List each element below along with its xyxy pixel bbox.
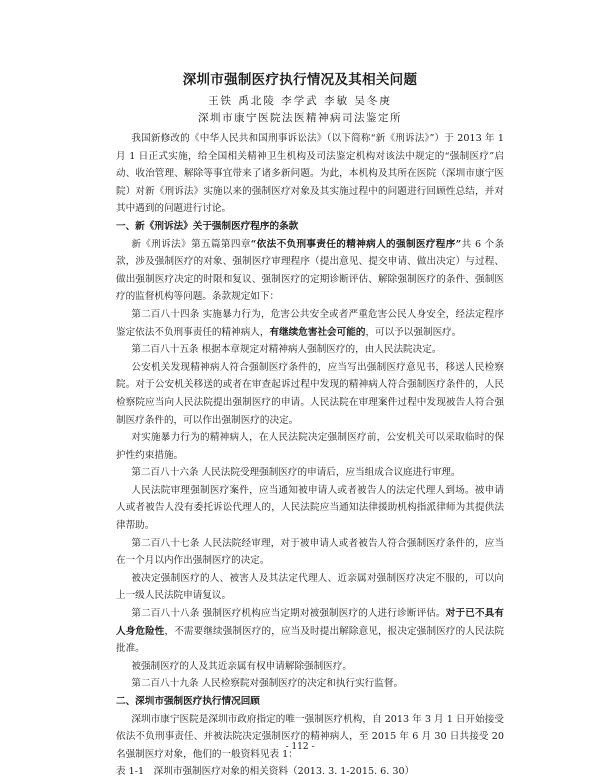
intro-paragraph: 我国新修改的《中华人民共和国刑事诉讼法》（以下简称“新《刑诉法》”）于 2013 年 1 月 1 日正式实施，给全国相关精神卫生机构及司法鉴定机构对该法中规定的“强制医疗”启动、收治管理、解除等事宜带来了诸多新问题。为此，本机构及其所在医院（深圳市康宁医院）对新《刑诉法》实施以来的强制医疗对象及其实施过程中的问题进行回顾性总结，并对其中遇到的问题进行讨论。: [116, 133, 504, 215]
author-affiliation: 深圳市康宁医院法医精神病司法鉴定所: [198, 112, 402, 124]
article-285: 第二百八十五条 根据本章规定对精神病人强制医疗的，由人民法院决定。: [131, 344, 442, 356]
article-287-para-2: 被决定强制医疗的人、被害人及其法定代理人、近亲属对强制医疗决定不服的，可以向上一级人民法院申请复议。: [116, 572, 504, 602]
author-list: 王铁 禹北陵 李学武 李敏 吴冬庚: [208, 95, 392, 107]
section1-lead-text: 新《刑诉法》第五篇第四章: [131, 238, 251, 250]
paper-body: [116, 130, 504, 781]
article-286-para-2: 人民法院审理强制医疗案件，应当通知被申请人或者被告人的法定代理人到场。被申请人或者被告人没有委托诉讼代理人的，人民法院应当通知法律援助机构指派律师为其提供法律帮助。: [116, 484, 504, 532]
section2-paragraph: 深圳市康宁医院是深圳市政府指定的唯一强制医疗机构，自 2013 年 3 月 1 日开始接受依法不负刑事责任、并被法院决定强制医疗的精神病人，至 2015 年 6 月 30 日共接受 20 名强制医疗对象，他们的一般资料见表 1：: [116, 713, 504, 760]
article-286: 第二百八十六条 人民法院受理强制医疗的申请后，应当组成合议庭进行审理。: [131, 467, 461, 479]
page-number: - 112 -: [285, 742, 315, 752]
article-288-bold: 对于已不具有人身危险性: [116, 608, 504, 637]
article-285-para-3: 对实施暴力行为的精神病人，在人民法院决定强制医疗前，公安机关可以采取临时的保护性约束措施。: [116, 432, 504, 461]
article-288: [116, 605, 504, 658]
table-caption: 表 1-1 深圳市强制医疗对象的相关资料（2013. 3. 1-2015. 6. 30）: [116, 766, 415, 778]
article-285-para-2: 公安机关发现精神病人符合强制医疗条件的，应当写出强制医疗意见书，移送人民检察院。对于公安机关移送的或者在审查起诉过程中发现的精神病人符合强制医疗条件的，人民检察院应当向人民法院提出强制医疗的申请。人民法院在审理案件过程中发现被告人符合强制医疗条件的，可以作出强制医疗的决定。: [116, 361, 504, 426]
article-288-text-end: ，不需要继续强制医疗的，应当及时提出解除意见，报决定强制医疗的人民法院批准。: [116, 625, 505, 655]
section1-lead-text-end: 共 6 个条款，涉及强制医疗的对象、强制医疗审理程序（提出意见、提交申请、做出决定）与过程、做出强制医疗决定的时限和复议、强制医疗的定期诊断评估、解除强制医疗的条件、强制医疗的监督机构等问题。条款规定如下：: [116, 238, 505, 303]
article-284-text-end: ，可以予以强制医疗。: [365, 326, 462, 338]
paper-title: 深圳市强制医疗执行情况及其相关问题: [182, 72, 418, 88]
section1-lead-bold: “依法不负刑事责任的精神病人的强制医疗程序”: [250, 238, 462, 250]
section1-lead: [116, 236, 504, 306]
article-289: 第二百八十九条 人民检察院对强制医疗的决定和执行实行监督。: [131, 678, 404, 690]
article-288-para-2: 被强制医疗的人及其近亲属有权申请解除强制医疗。: [131, 660, 353, 672]
article-284-text: 第二百八十四条 实施暴力行为，危害公共安全或者严重危害公民人身安全，经法定程序鉴定依法不负刑事责任的精神病人，: [116, 308, 504, 338]
article-284-bold: 有继续危害社会可能的: [269, 326, 366, 338]
section-heading-1: 一、新《刑诉法》关于强制医疗程序的条款: [116, 220, 299, 232]
article-284: [116, 306, 504, 341]
article-288-text: 第二百八十八条 强制医疗机构应当定期对被强制医疗的人进行诊断评估。: [131, 608, 446, 620]
article-287: 第二百八十七条 人民法院经审理，对于被申请人或者被告人符合强制医疗条件的，应当在一个月以内作出强制医疗的决定。: [116, 537, 504, 567]
section-heading-2: 二、深圳市强制医疗执行情况回顾: [116, 696, 260, 707]
